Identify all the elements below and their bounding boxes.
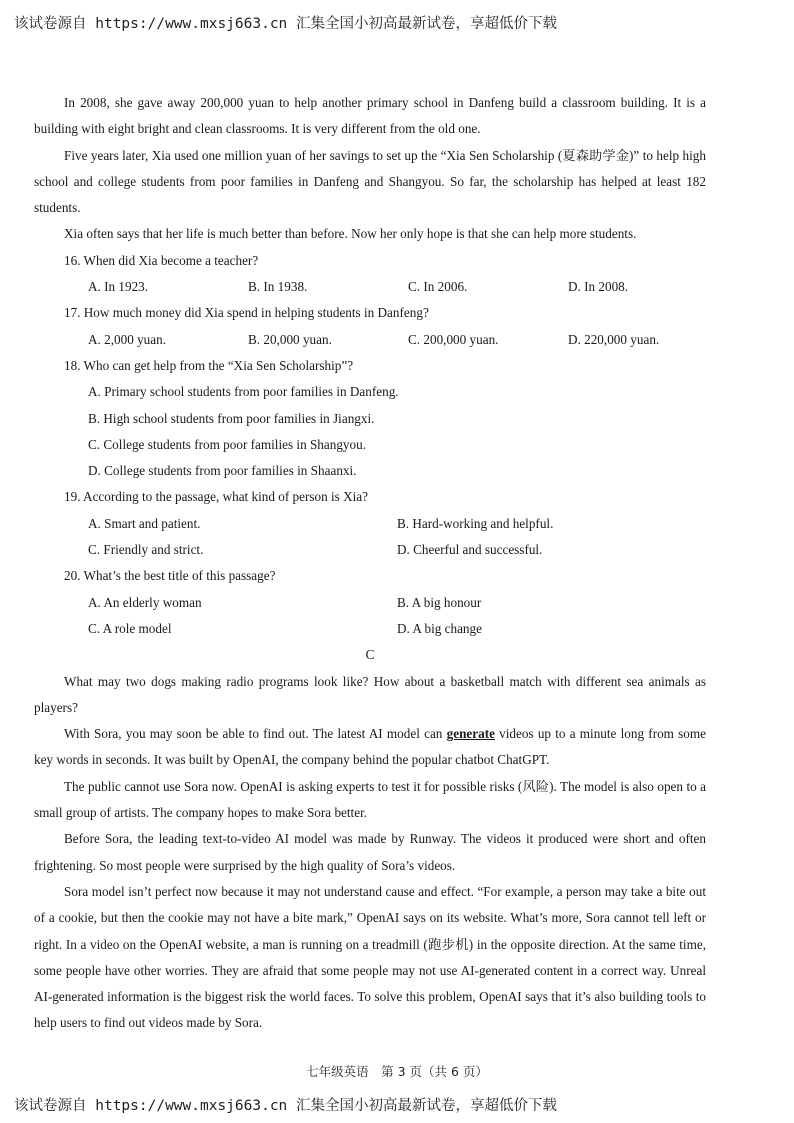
option-d: D. Cheerful and successful. — [397, 542, 543, 558]
option-d: D. In 2008. — [568, 279, 629, 295]
passage-paragraph: What may two dogs making radio programs look like? How about a basketball match with different sea animals as players? — [34, 673, 706, 715]
option-a: A. 2,000 yuan. — [88, 331, 167, 347]
option-b: B. In 1938. — [248, 279, 308, 295]
option-c: C. A role model — [88, 620, 172, 636]
question-20-options-row2 — [34, 616, 706, 642]
option-d: D. A big change — [397, 620, 482, 636]
option-b: B. High school students from poor families in Jiangxi. — [88, 410, 375, 426]
question-17-options — [34, 327, 706, 353]
passage-paragraph — [34, 721, 706, 774]
option-a: A. Smart and patient. — [88, 515, 201, 531]
passage-paragraph: Xia often says that her life is much better than before. Now her only hope is that she can help more students. — [64, 226, 637, 242]
passage-paragraph: The public cannot use Sora now. OpenAI is asking experts to test it for possible risks (风险). The model is also open to a small group of artists. The company hopes to make Sora better. — [34, 778, 706, 821]
source-banner-top: 该试卷源自 https://www.mxsj663.cn 汇集全国小初高最新试卷，享超低价下载 — [14, 16, 558, 32]
option-a: A. In 1923. — [88, 279, 149, 295]
question-20-options-row1 — [34, 590, 706, 616]
option-b: B. 20,000 yuan. — [248, 331, 332, 347]
option-c: C. 200,000 yuan. — [408, 331, 499, 347]
option-a: A. An elderly woman — [88, 594, 202, 610]
passage-paragraph: Five years later, Xia used one million yuan of her savings to set up the “Xia Sen Scholarship (夏森助学金)” to help high school and college students from poor families in Danfeng and Shangyou. So far, the scholarship has helped at least 182 students. — [34, 147, 706, 216]
page-footer: 七年级英语 第 3 页（共 6 页） — [306, 1064, 488, 1079]
source-banner-bottom: 该试卷源自 https://www.mxsj663.cn 汇集全国小初高最新试卷，享超低价下载 — [14, 1098, 558, 1114]
paragraph-text: With Sora, you may soon be able to find out. The latest AI model can — [64, 726, 447, 742]
passage-paragraph: Before Sora, the leading text-to-video AI model was made by Runway. The videos it produced were short and often frightening. So most people were surprised by the high quality of Sora’s videos. — [34, 831, 706, 873]
passage-paragraph: Sora model isn’t perfect now because it may not understand cause and effect. “For example, a person may take a bite out of a cookie, but then the cookie may not have a bite mark,” OpenAI says on its website. What’s more, Sora cannot tell left or right. In a video on the OpenAI website, a man is running on a treadmill (跑步机) in the opposite direction. At the same time, some people have other worries. They are afraid that some people may not use AI-generated content in a correct way. Unreal AI-generated information is the biggest risk the world faces. To solve this problem, OpenAI says that it’s also building tools to help users to find out videos made by Sora. — [34, 883, 706, 1031]
option-d: D. College students from poor families in Shaanxi. — [88, 463, 357, 479]
paragraph-text: videos up to a minute long from some key words in seconds. It was built by OpenAI, the company behind the popular chatbot ChatGPT. — [34, 726, 706, 768]
keyword-generate: generate — [446, 726, 495, 742]
section-heading: C — [365, 647, 375, 663]
option-a: A. Primary school students from poor families in Danfeng. — [88, 384, 399, 400]
question-19-options-row2 — [34, 537, 706, 563]
option-b: B. A big honour — [397, 594, 482, 610]
passage-paragraph: In 2008, she gave away 200,000 yuan to help another primary school in Danfeng build a classroom building. It is a building with eight bright and clean classrooms. It is very different from the old one. — [34, 95, 706, 137]
question-18-stem: 18. Who can get help from the “Xia Sen Scholarship”? — [64, 357, 354, 373]
option-c: C. Friendly and strict. — [88, 542, 204, 558]
option-c: C. College students from poor families in Shangyou. — [88, 436, 367, 452]
exam-content — [34, 90, 706, 1037]
option-b: B. Hard-working and helpful. — [397, 515, 554, 531]
option-c: C. In 2006. — [408, 279, 468, 295]
question-20-stem: 20. What’s the best title of this passage? — [64, 568, 276, 584]
question-19-options-row1 — [34, 511, 706, 537]
question-16-options — [34, 274, 706, 300]
question-17-stem: 17. How much money did Xia spend in helping students in Danfeng? — [64, 305, 429, 321]
option-d: D. 220,000 yuan. — [568, 331, 660, 347]
question-19-stem: 19. According to the passage, what kind of person is Xia? — [64, 489, 368, 505]
question-16-stem: 16. When did Xia become a teacher? — [64, 252, 259, 268]
